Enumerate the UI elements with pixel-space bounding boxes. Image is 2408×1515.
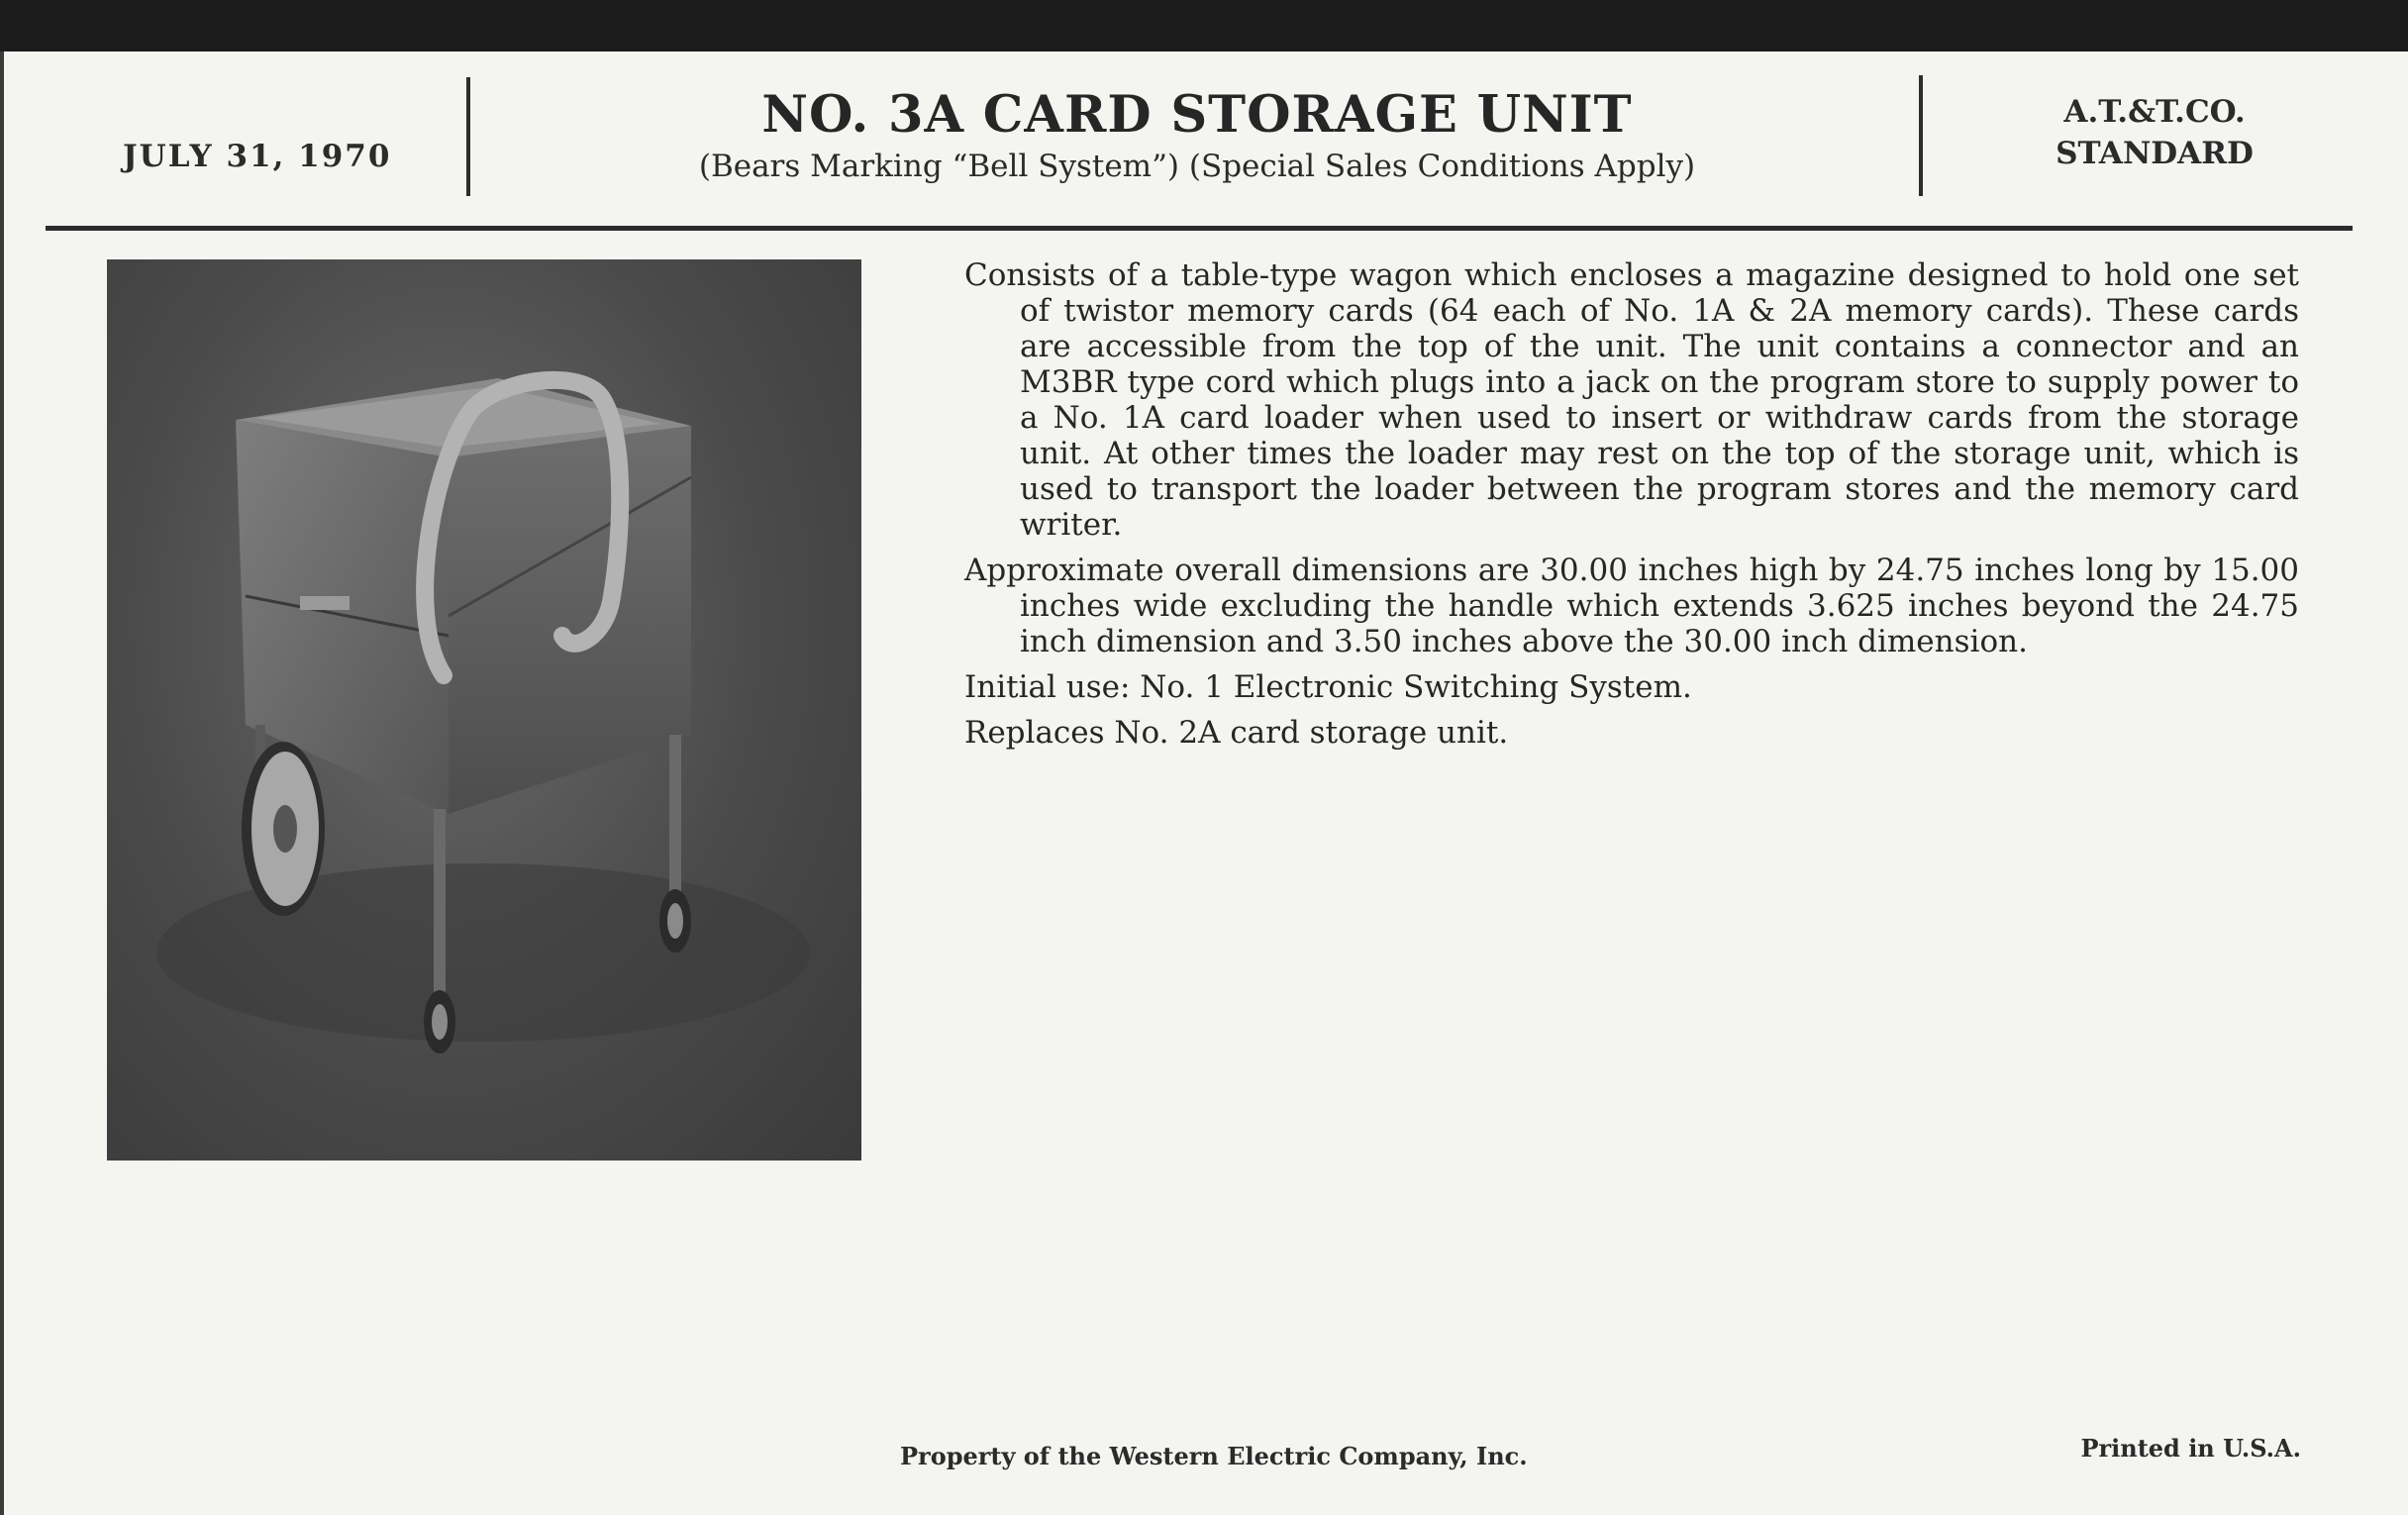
footer-printed: Printed in U.S.A. <box>2080 1434 2301 1463</box>
org-line-2: STANDARD <box>2056 136 2254 171</box>
replaces-line: Replaces No. 2A card storage unit. <box>964 715 1509 751</box>
header-date: JULY 31, 1970 <box>123 139 392 174</box>
dimensions-paragraph: Approximate overall dimensions are 30.00 inches high by 24.75 inches long by 15.00 inches wide excluding the handle which extends 3.625 inches beyond the 24.75 inch dimension and 3.50 inches above the 30.00 inch dimension. <box>964 553 2299 659</box>
description-paragraph: Consists of a table-type wagon which encloses a magazine designed to hold one set of twistor memory cards (64 each of No. 1A & 2A memory cards). These cards are accessible from the top of the unit. The unit contains a connector and an M3BR type cord which plugs into a jack on the program store to supply power to a No. 1A card loader when used to insert or withdraw cards from the storage unit. At other times the loader may rest on the top of the storage unit, which is used to transport the loader between the program stores and the memory card writer. <box>964 257 2299 543</box>
page-subtitle: (Bears Marking “Bell System”) (Special Sales Conditions Apply) <box>698 149 1696 184</box>
org-line-1: A.T.&T.CO. <box>2063 94 2246 130</box>
header-divider-right <box>1919 75 1923 196</box>
page-title: NO. 3A CARD STORAGE UNIT <box>761 85 1633 145</box>
product-photo <box>107 259 861 1161</box>
initial-use-line: Initial use: No. 1 Electronic Switching System. <box>964 669 1692 705</box>
standard-label <box>1927 91 2382 174</box>
footer-property: Property of the Western Electric Company, Inc. <box>900 1442 1528 1470</box>
description-text <box>964 257 2299 760</box>
storage-cart-image <box>107 259 861 1161</box>
catalog-card <box>0 51 2408 1515</box>
header-divider-left <box>466 77 470 196</box>
header-rule <box>46 226 2353 231</box>
